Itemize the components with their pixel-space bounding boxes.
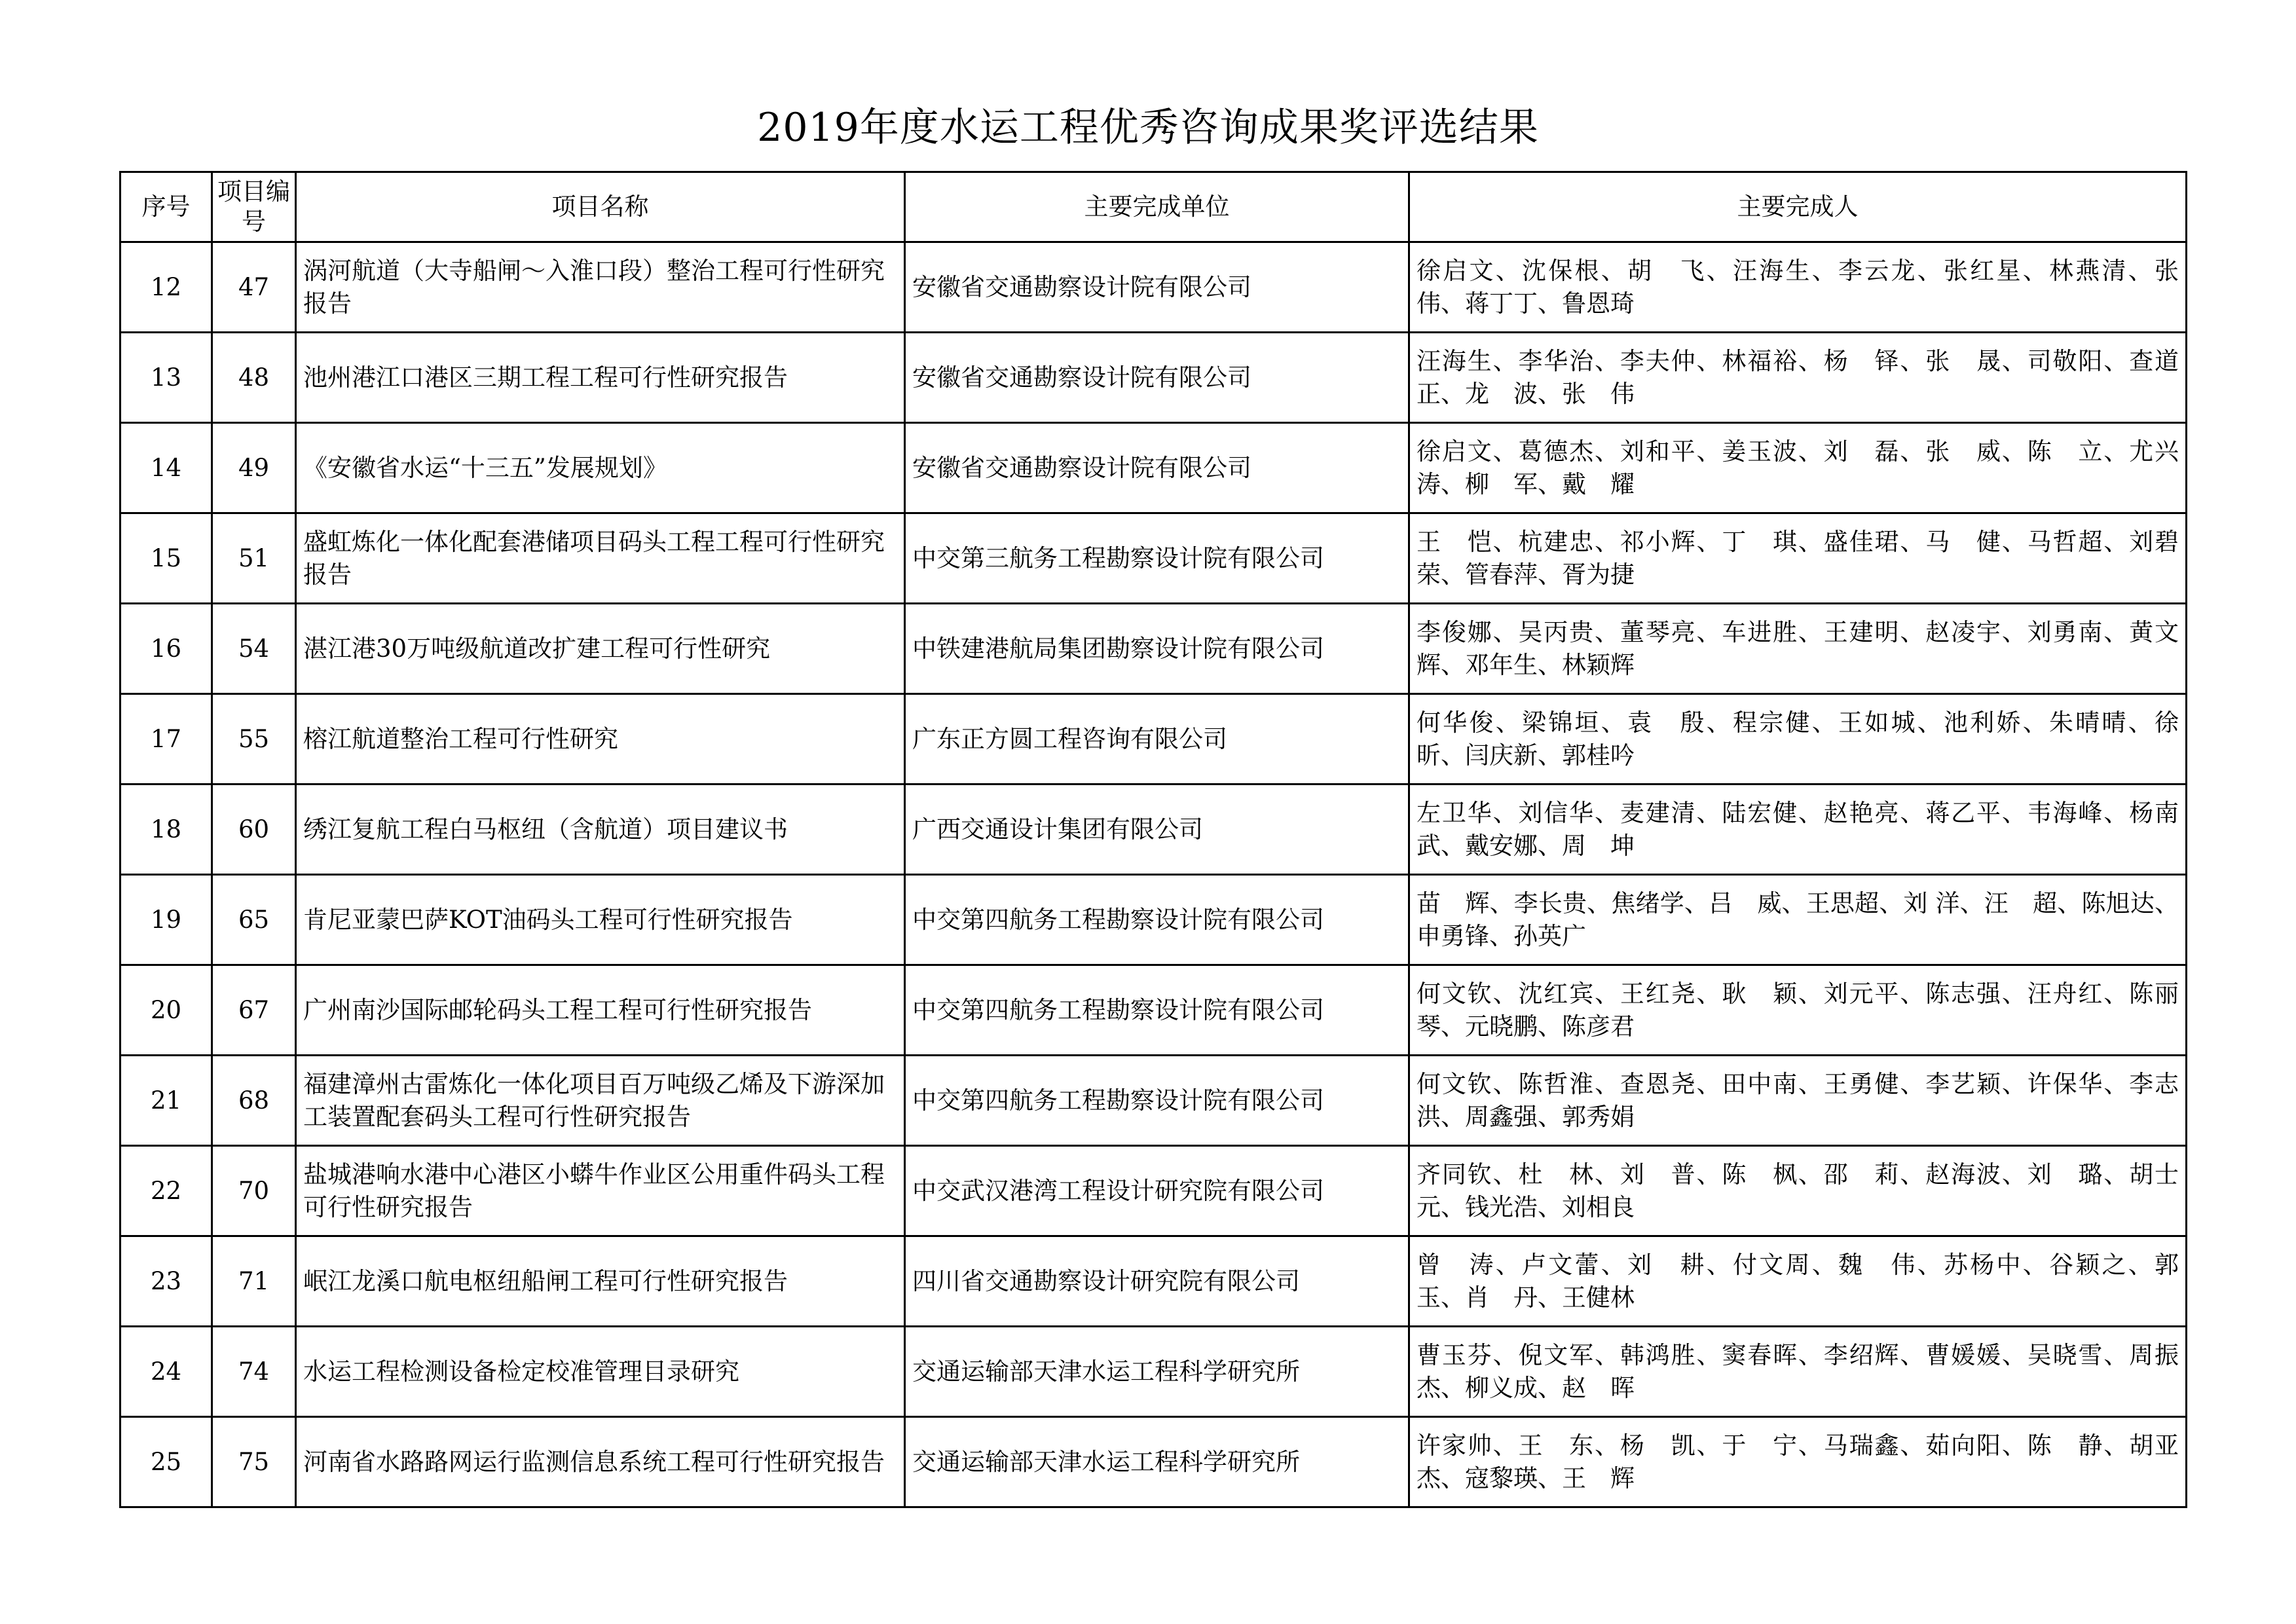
header-project-code: 项目编号 [212, 172, 296, 242]
cell-main-unit: 四川省交通勘察设计研究院有限公司 [905, 1236, 1409, 1327]
cell-project-name: 福建漳州古雷炼化一体化项目百万吨级乙烯及下游深加工装置配套码头工程可行性研究报告 [296, 1056, 905, 1146]
cell-project-name: 榕江航道整治工程可行性研究 [296, 694, 905, 784]
cell-main-unit: 中交武汉港湾工程设计研究院有限公司 [905, 1146, 1409, 1236]
cell-main-people: 曾 涛、卢文蕾、刘 耕、付文周、魏 伟、苏杨中、谷颖之、郭 玉、肖 丹、王健林 [1409, 1236, 2187, 1327]
cell-project-code: 75 [212, 1417, 296, 1507]
cell-project-name: 涡河航道（大寺船闸～入淮口段）整治工程可行性研究报告 [296, 242, 905, 333]
cell-seq: 15 [120, 513, 212, 604]
cell-project-name: 河南省水路路网运行监测信息系统工程可行性研究报告 [296, 1417, 905, 1507]
cell-main-people: 左卫华、刘信华、麦建清、陆宏健、赵艳亮、蒋乙平、韦海峰、杨南武、戴安娜、周 坤 [1409, 784, 2187, 875]
cell-seq: 17 [120, 694, 212, 784]
cell-main-unit: 交通运输部天津水运工程科学研究所 [905, 1327, 1409, 1417]
cell-project-name: 肯尼亚蒙巴萨KOT油码头工程可行性研究报告 [296, 875, 905, 965]
cell-project-name: 广州南沙国际邮轮码头工程工程可行性研究报告 [296, 965, 905, 1056]
table-header-row [120, 172, 2187, 242]
table-row [120, 513, 2187, 604]
table-row [120, 333, 2187, 423]
cell-seq: 21 [120, 1056, 212, 1146]
cell-project-code: 65 [212, 875, 296, 965]
cell-seq: 22 [120, 1146, 212, 1236]
cell-main-people: 许家帅、王 东、杨 凯、于 宁、马瑞鑫、茹向阳、陈 静、胡亚杰、寇黎瑛、王 辉 [1409, 1417, 2187, 1507]
table-row [120, 1417, 2187, 1507]
cell-project-name: 岷江龙溪口航电枢纽船闸工程可行性研究报告 [296, 1236, 905, 1327]
cell-main-people: 何华俊、梁锦垣、袁 殷、程宗健、王如城、池利娇、朱晴晴、徐 昕、闫庆新、郭桂吟 [1409, 694, 2187, 784]
cell-main-unit: 安徽省交通勘察设计院有限公司 [905, 333, 1409, 423]
cell-main-people: 齐同钦、杜 林、刘 普、陈 枫、邵 莉、赵海波、刘 璐、胡士元、钱光浩、刘相良 [1409, 1146, 2187, 1236]
cell-main-unit: 广东正方圆工程咨询有限公司 [905, 694, 1409, 784]
cell-main-unit: 中交第四航务工程勘察设计院有限公司 [905, 1056, 1409, 1146]
cell-seq: 20 [120, 965, 212, 1056]
cell-seq: 12 [120, 242, 212, 333]
table-row [120, 694, 2187, 784]
cell-main-unit: 交通运输部天津水运工程科学研究所 [905, 1417, 1409, 1507]
cell-project-code: 68 [212, 1056, 296, 1146]
cell-project-name: 水运工程检测设备检定校准管理目录研究 [296, 1327, 905, 1417]
cell-main-people: 王 恺、杭建忠、祁小辉、丁 琪、盛佳珺、马 健、马哲超、刘碧荣、管春萍、胥为捷 [1409, 513, 2187, 604]
table-row [120, 1056, 2187, 1146]
cell-main-people: 苗 辉、李长贵、焦绪学、吕 威、王思超、刘 洋、汪 超、陈旭达、申勇锋、孙英广 [1409, 875, 2187, 965]
cell-seq: 18 [120, 784, 212, 875]
table-row [120, 423, 2187, 513]
table-row [120, 1236, 2187, 1327]
cell-seq: 25 [120, 1417, 212, 1507]
cell-main-people: 李俊娜、吴丙贵、董琴亮、车进胜、王建明、赵凌宇、刘勇南、黄文辉、邓年生、林颖辉 [1409, 604, 2187, 694]
cell-project-name: 绣江复航工程白马枢纽（含航道）项目建议书 [296, 784, 905, 875]
cell-main-unit: 中交第四航务工程勘察设计院有限公司 [905, 875, 1409, 965]
cell-project-code: 54 [212, 604, 296, 694]
cell-project-code: 60 [212, 784, 296, 875]
cell-seq: 14 [120, 423, 212, 513]
document-title: 2019年度水运工程优秀咨询成果奖评选结果 [757, 105, 1539, 151]
results-table [119, 171, 2203, 1508]
table-row [120, 965, 2187, 1056]
cell-main-unit: 中交第三航务工程勘察设计院有限公司 [905, 513, 1409, 604]
cell-seq: 24 [120, 1327, 212, 1417]
cell-main-people: 徐启文、沈保根、胡 飞、汪海生、李云龙、张红星、林燕清、张 伟、蒋丁丁、鲁恩琦 [1409, 242, 2187, 333]
cell-main-people: 汪海生、李华治、李夫仲、林福裕、杨 铎、张 晟、司敬阳、查道正、龙 波、张 伟 [1409, 333, 2187, 423]
table-row [120, 604, 2187, 694]
cell-main-unit: 中交第四航务工程勘察设计院有限公司 [905, 965, 1409, 1056]
table-row [120, 242, 2187, 333]
cell-main-unit: 广西交通设计集团有限公司 [905, 784, 1409, 875]
cell-main-unit: 中铁建港航局集团勘察设计院有限公司 [905, 604, 1409, 694]
table-row [120, 784, 2187, 875]
cell-project-code: 51 [212, 513, 296, 604]
cell-project-name: 湛江港30万吨级航道改扩建工程可行性研究 [296, 604, 905, 694]
cell-project-code: 49 [212, 423, 296, 513]
cell-project-code: 47 [212, 242, 296, 333]
cell-project-name: 《安徽省水运“十三五”发展规划》 [296, 423, 905, 513]
cell-main-people: 徐启文、葛德杰、刘和平、姜玉波、刘 磊、张 威、陈 立、尤兴涛、柳 军、戴 耀 [1409, 423, 2187, 513]
table-row [120, 1327, 2187, 1417]
header-seq: 序号 [120, 172, 212, 242]
table-row [120, 1146, 2187, 1236]
cell-main-unit: 安徽省交通勘察设计院有限公司 [905, 242, 1409, 333]
cell-seq: 23 [120, 1236, 212, 1327]
cell-project-code: 70 [212, 1146, 296, 1236]
cell-project-name: 盐城港响水港中心港区小蟒牛作业区公用重件码头工程可行性研究报告 [296, 1146, 905, 1236]
cell-project-name: 池州港江口港区三期工程工程可行性研究报告 [296, 333, 905, 423]
cell-main-people: 曹玉芬、倪文军、韩鸿胜、窦春晖、李绍辉、曹媛媛、吴晓雪、周振杰、柳义成、赵 晖 [1409, 1327, 2187, 1417]
header-main-people: 主要完成人 [1409, 172, 2187, 242]
cell-project-code: 74 [212, 1327, 296, 1417]
cell-main-people: 何文钦、沈红宾、王红尧、耿 颖、刘元平、陈志强、汪舟红、陈丽琴、元晓鹏、陈彦君 [1409, 965, 2187, 1056]
cell-project-code: 71 [212, 1236, 296, 1327]
table-row [120, 875, 2187, 965]
header-project-name: 项目名称 [296, 172, 905, 242]
cell-main-people: 何文钦、陈哲淮、查恩尧、田中南、王勇健、李艺颖、许保华、李志洪、周鑫强、郭秀娟 [1409, 1056, 2187, 1146]
cell-main-unit: 安徽省交通勘察设计院有限公司 [905, 423, 1409, 513]
cell-project-code: 67 [212, 965, 296, 1056]
cell-seq: 16 [120, 604, 212, 694]
header-main-unit: 主要完成单位 [905, 172, 1409, 242]
cell-project-code: 55 [212, 694, 296, 784]
cell-seq: 13 [120, 333, 212, 423]
cell-project-code: 48 [212, 333, 296, 423]
cell-project-name: 盛虹炼化一体化配套港储项目码头工程工程可行性研究报告 [296, 513, 905, 604]
cell-seq: 19 [120, 875, 212, 965]
